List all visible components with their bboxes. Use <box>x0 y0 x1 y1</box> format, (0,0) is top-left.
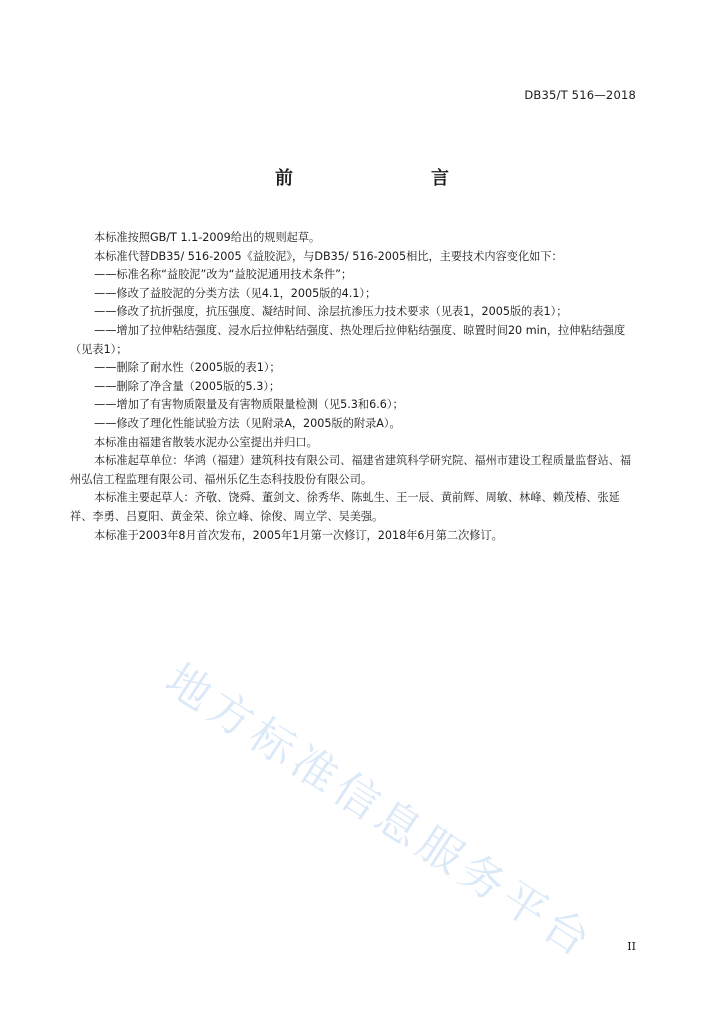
paragraph-drafting-rules: 本标准按照GB/T 1.1-2009给出的规则起草。 <box>94 231 321 244</box>
foreword-body <box>70 229 642 545</box>
document-code: DB35/T 516—2018 <box>524 88 636 102</box>
watermark: 地方标准信息服务平台 <box>156 654 604 970</box>
change-item: ——增加了拉伸粘结强度、浸水后拉伸粘结强度、热处理后拉伸粘结强度、晾置时间20 min，拉伸粘结强度（见表1）； <box>70 323 626 356</box>
change-item: ——修改了抗折强度，抗压强度、凝结时间、涂层抗渗压力技术要求（见表1，2005版的表1）； <box>94 305 568 319</box>
paragraph-replacement: 本标准代替DB35/ 516-2005《益胶泥》，与DB35/ 516-2005相比，主要技术内容变化如下： <box>94 249 563 263</box>
change-item: ——修改了理化性能试验方法（见附录A，2005版的附录A）。 <box>94 416 401 430</box>
change-item: ——增加了有害物质限量及有害物质限量检测（见5.3和6.6）； <box>94 398 404 412</box>
paragraph-history: 本标准于2003年8月首次发布，2005年1月第一次修订，2018年6月第二次修订。 <box>94 528 503 542</box>
paragraph-drafters: 本标准主要起草人：齐敬、饶舜、董剑文、徐秀华、陈虬生、王一辰、黄前辉、周敏、林峰、赖茂椿、张延祥、李勇、吕夏阳、黄金荣、徐立峰、徐俊、周立学、吴美强。 <box>70 491 620 523</box>
page-number: II <box>627 940 636 953</box>
change-item: ——删除了净含量（2005版的5.3）； <box>94 379 281 393</box>
paragraph-proposer: 本标准由福建省散装水泥办公室提出并归口。 <box>94 435 318 449</box>
change-item: ——修改了益胶泥的分类方法（见4.1，2005版的4.1）； <box>94 286 377 300</box>
page-title: 前 言 <box>275 168 483 189</box>
change-item: ——删除了耐水性（2005版的表1）； <box>94 361 281 375</box>
paragraph-drafting-units: 本标准起草单位：华鸿（福建）建筑科技有限公司、福建省建筑科学研究院、福州市建设工程质量监督站、福州弘信工程监理有限公司、福州乐亿生态科技股份有限公司。 <box>70 454 632 486</box>
change-item: ——标准名称“益胶泥”改为“益胶泥通用技术条件”； <box>94 268 353 282</box>
